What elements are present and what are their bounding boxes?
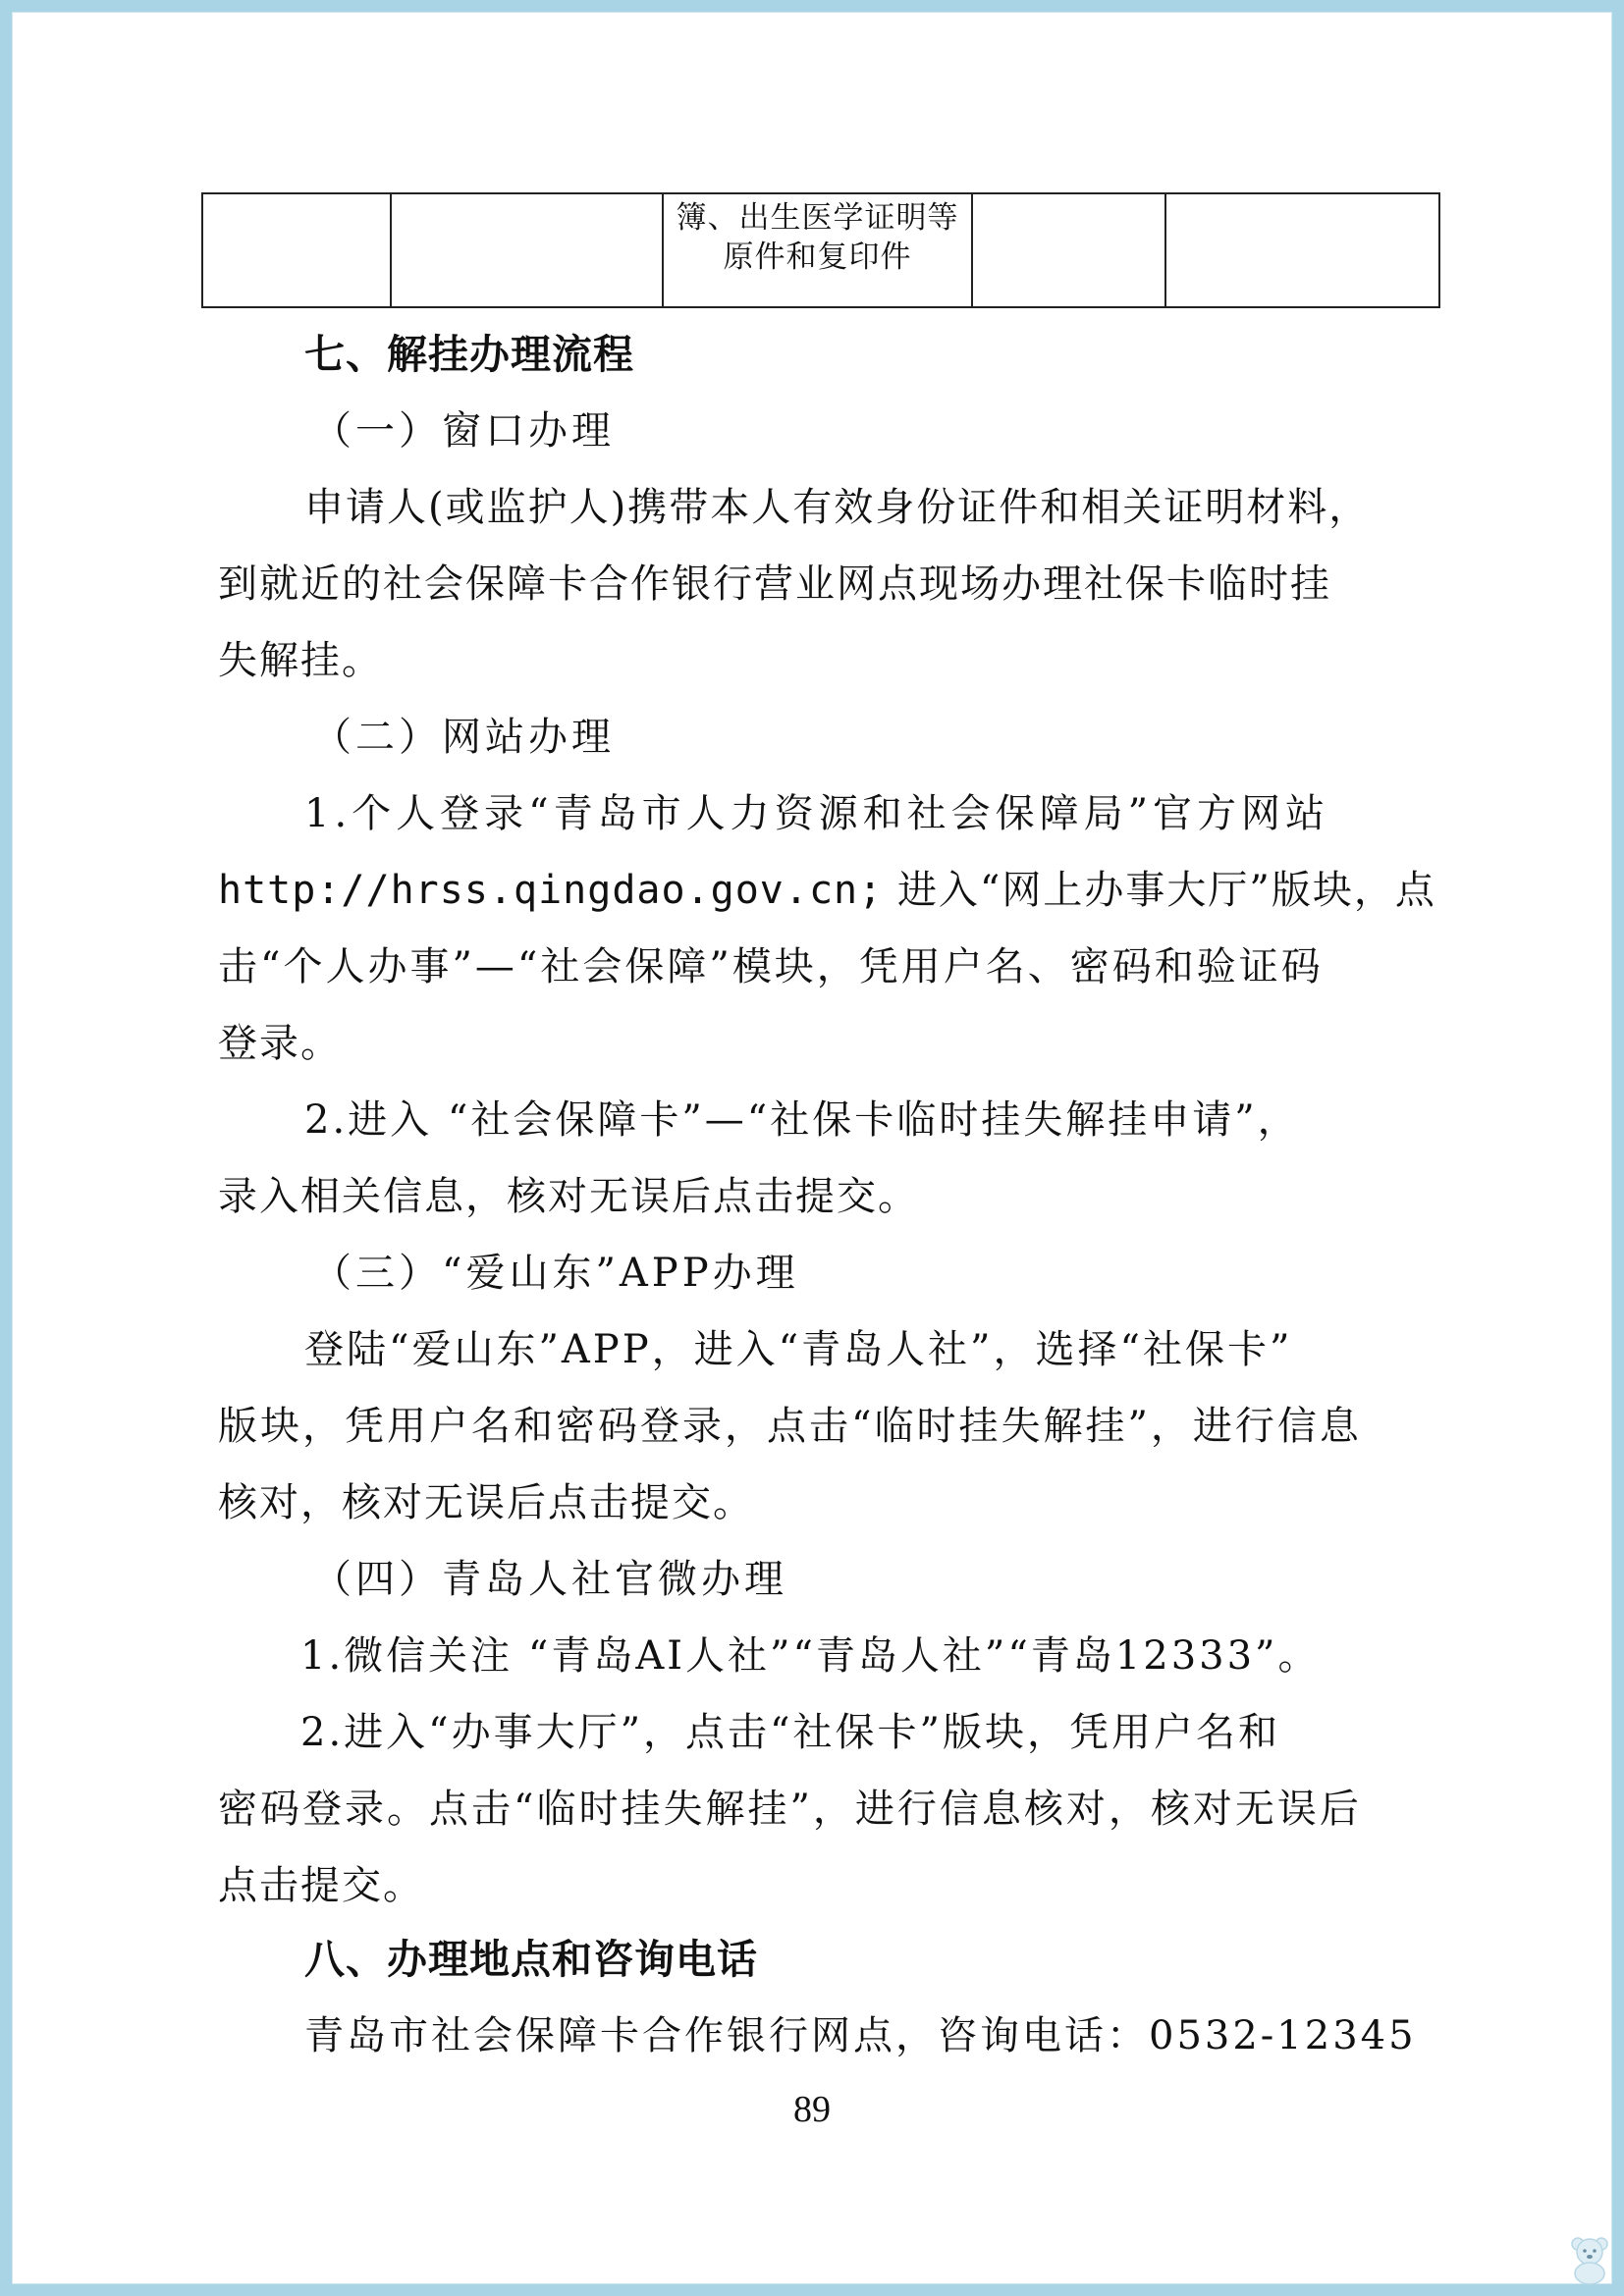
website-url: http://hrss.qingdao.gov.cn; bbox=[218, 868, 884, 913]
paragraph-line bbox=[218, 867, 1436, 914]
paragraph-text: 到就近的社会保障卡合作银行营业网点现场办理社保卡临时挂 bbox=[218, 561, 1331, 607]
bear-watermark-icon bbox=[1567, 2234, 1612, 2285]
paragraph-line: 版块，凭用户名和密码登录，点击“临时挂失解挂”，进行信息 bbox=[218, 1404, 1362, 1449]
paragraph-line: 登陆“爱山东”APP，进入“青岛人社”，选择“社保卡” bbox=[304, 1327, 1293, 1372]
paragraph-text: 进入“网上办事大厅”版块，点 bbox=[896, 868, 1436, 913]
paragraph-text: 申请人(或监护人)携带本人有效身份证件和相关证明材料， bbox=[304, 485, 1371, 530]
table-cell-materials bbox=[663, 193, 972, 307]
paragraph-line: 密码登录。点击“临时挂失解挂”，进行信息核对，核对无误后 bbox=[218, 1787, 1362, 1832]
paragraph-line: 录入相关信息，核对无误后点击提交。 bbox=[218, 1174, 919, 1219]
table-cell-empty-1 bbox=[202, 193, 391, 307]
paragraph-line: 1.个人登录“青岛市人力资源和社会保障局”官方网站 bbox=[304, 791, 1330, 836]
table-cell-empty-2 bbox=[391, 193, 663, 307]
subsection-title-website: （二）网站办理 bbox=[312, 715, 615, 760]
section-heading-8: 八、办理地点和咨询电话 bbox=[304, 1936, 758, 1983]
subsection-title-wechat: （四）青岛人社官微办理 bbox=[312, 1557, 787, 1602]
section-heading-7: 七、解挂办理流程 bbox=[304, 331, 634, 378]
paragraph-line: 失解挂。 bbox=[218, 638, 383, 683]
paragraph-line: 2.进入“办事大厅”，点击“社保卡”版块，凭用户名和 bbox=[300, 1710, 1280, 1755]
paragraph-line bbox=[304, 484, 1422, 531]
paragraph-line: 击“个人办事”—“社会保障”模块，凭用户名、密码和验证码 bbox=[218, 944, 1324, 989]
paragraph-line: 点击提交。 bbox=[218, 1863, 424, 1908]
subsection-title-app: （三）“爱山东”APP办理 bbox=[312, 1251, 799, 1296]
subsection-title-window: （一）窗口办理 bbox=[312, 408, 615, 454]
requirements-table-fragment bbox=[201, 192, 1440, 308]
paragraph-line: 1.微信关注 “青岛AI人社”“青岛人社”“青岛12333”。 bbox=[300, 1633, 1321, 1679]
table-cell-empty-3 bbox=[972, 193, 1165, 307]
paragraph-line: 登录。 bbox=[218, 1021, 342, 1066]
table-cell-line: 簿、出生医学证明等 bbox=[676, 200, 959, 236]
contact-line: 青岛市社会保障卡合作银行网点，咨询电话：0532-12345 bbox=[304, 2013, 1417, 2058]
paragraph-line: 2.进入 “社会保障卡”—“社保卡临时挂失解挂申请”， bbox=[304, 1097, 1300, 1143]
paragraph-line: 核对，核对无误后点击提交。 bbox=[218, 1480, 754, 1525]
page-border-inner bbox=[12, 12, 1612, 2284]
table-row bbox=[202, 193, 1439, 307]
paragraph-line bbox=[218, 561, 1394, 608]
table-cell-line: 原件和复印件 bbox=[723, 240, 912, 275]
page-number: 89 bbox=[793, 2089, 831, 2130]
table-cell-empty-4 bbox=[1165, 193, 1439, 307]
